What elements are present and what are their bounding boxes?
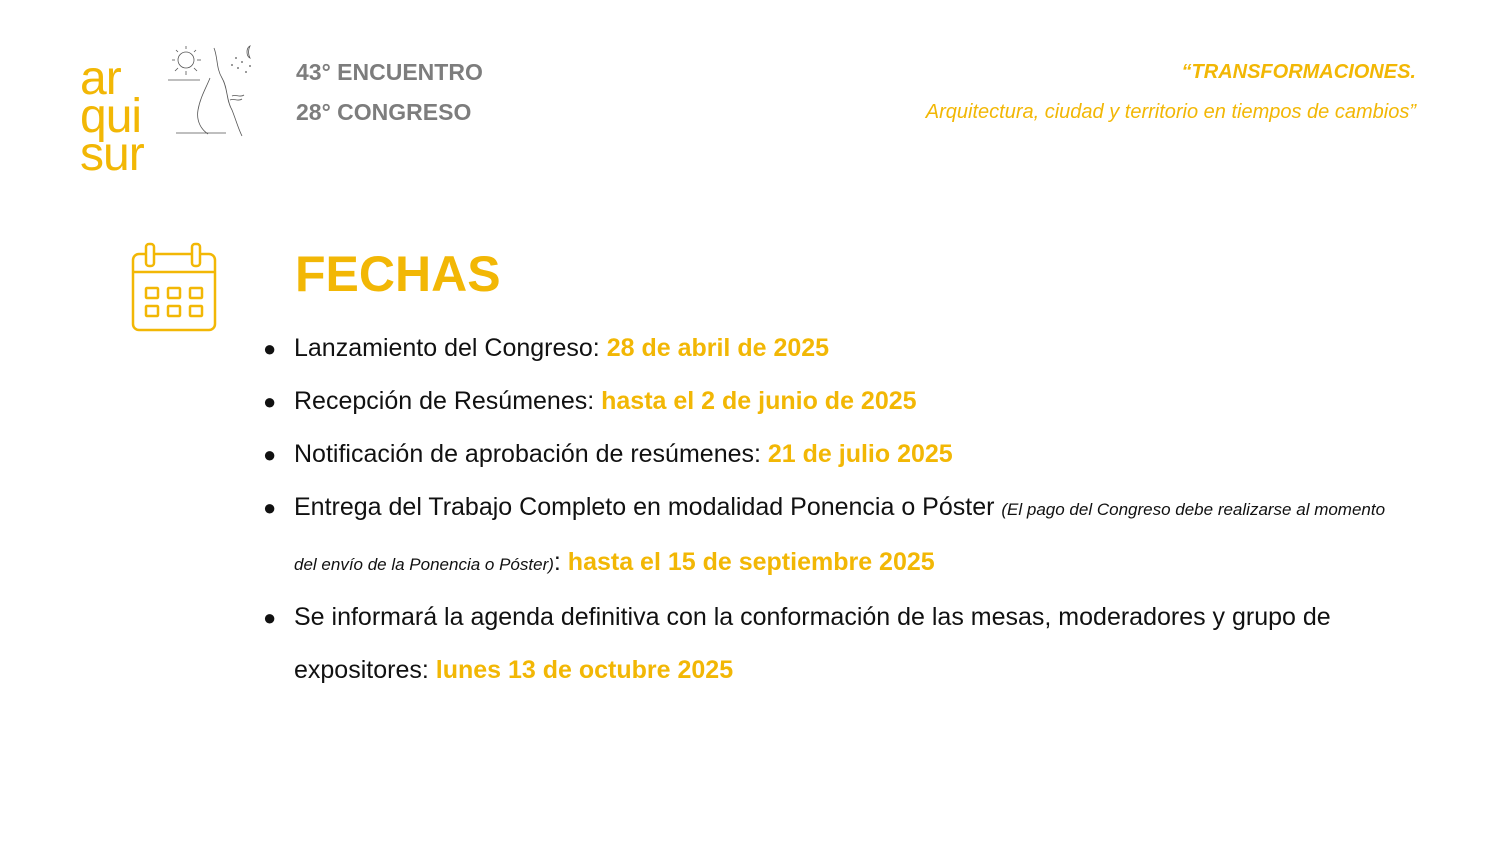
calendar-icon (130, 242, 218, 334)
tagline-line-2: Arquitectura, ciudad y territorio en tiempos de cambios” (925, 101, 1416, 123)
item-text: Entrega del Trabajo Completo en modalidad Ponencia o Póster (294, 493, 1002, 521)
item-date: 21 de julio 2025 (767, 440, 953, 468)
item-separator: : (553, 548, 568, 576)
list-item (260, 375, 1400, 428)
item-date: hasta el 15 de septiembre 2025 (567, 548, 935, 576)
item-date: hasta el 2 de junio de 2025 (601, 387, 917, 415)
arquisur-logo (80, 38, 270, 188)
item-date: lunes 13 de octubre 2025 (435, 656, 734, 684)
list-item (260, 481, 1400, 591)
bullet: ● (263, 605, 277, 630)
bullet: ● (263, 495, 277, 520)
tagline (926, 52, 1416, 132)
tagline-line-1: “TRANSFORMACIONES. (1181, 61, 1416, 83)
item-date: 28 de abril de 2025 (606, 334, 830, 362)
list-item (260, 428, 1400, 481)
logo-line-2: qui (80, 90, 142, 143)
map-sketch-icon (166, 38, 266, 143)
dates-list (260, 322, 1400, 697)
logo-line-3: sur (80, 128, 144, 181)
logo-wordmark (80, 52, 144, 181)
section-title: FECHAS (295, 246, 501, 302)
list-item (260, 322, 1400, 375)
bullet: ● (263, 389, 277, 414)
logo-line-1: ar (80, 52, 121, 105)
item-text: Lanzamiento del Congreso: (294, 334, 607, 362)
item-text: Notificación de aprobación de resúmenes: (294, 440, 768, 468)
event-line-2: 28° CONGRESO (296, 99, 472, 125)
list-item (260, 591, 1400, 697)
item-text: Recepción de Resúmenes: (294, 387, 602, 415)
event-line-1: 43° ENCUENTRO (296, 59, 483, 85)
item-text: Se informará la agenda definitiva con la conformación de las mesas, moderadores y grupo de expositores: (294, 603, 1331, 684)
event-titles (296, 52, 483, 132)
bullet: ● (263, 336, 277, 361)
item-note: (El pago del Congreso debe realizarse al momento del envío de la Ponencia o Póster) (294, 500, 1386, 574)
bullet: ● (263, 442, 277, 467)
